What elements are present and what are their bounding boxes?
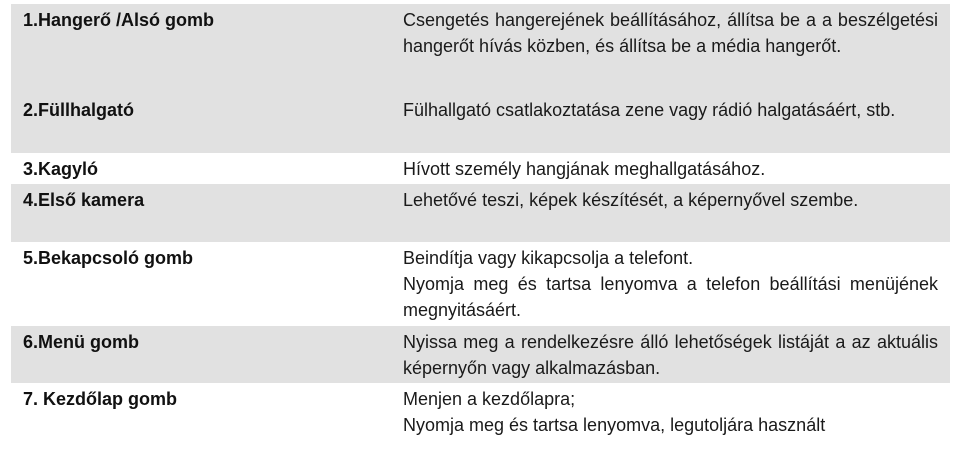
- description-line: Nyomja meg és tartsa lenyomva, legutoljára használt: [403, 415, 826, 435]
- row-label: 2.Füllhalgató: [23, 100, 135, 120]
- description-line: Menjen a kezdőlapra;: [403, 389, 576, 409]
- table-row: [11, 326, 950, 383]
- row-description: [391, 386, 950, 438]
- row-label: 3.Kagyló: [23, 159, 99, 179]
- description-line: Nyomja meg és tartsa lenyomva a telefon beállítási menüjének megnyitásáért.: [403, 274, 938, 320]
- table-row: [11, 153, 950, 184]
- row-description: [391, 187, 950, 213]
- row-description: [391, 329, 950, 381]
- description-line: Fülhallgató csatlakoztatása zene vagy rádió halgatásáért, stb.: [403, 100, 896, 120]
- row-label: 4.Első kamera: [23, 190, 145, 210]
- row-description: [391, 7, 950, 59]
- table-row: [11, 4, 950, 94]
- table-row: [11, 184, 950, 242]
- description-line: Nyissa meg a rendelkezésre álló lehetőségek listáját a az aktuális képernyőn vagy alkalmazásban.: [403, 332, 938, 378]
- table-row: [11, 94, 950, 153]
- table-row: [11, 383, 950, 453]
- row-label: 6.Menü gomb: [23, 332, 139, 352]
- row-description: [391, 245, 950, 323]
- description-line: Beindítja vagy kikapcsolja a telefont.: [403, 248, 694, 268]
- button-description-table: [11, 4, 950, 453]
- description-line: Csengetés hangerejének beállításához, állítsa be a a beszélgetési hangerőt hívás közben, és állítsa be a média hangerőt.: [403, 10, 938, 56]
- description-line: Hívott személy hangjának meghallgatásához.: [403, 159, 766, 179]
- row-description: [391, 97, 950, 123]
- row-description: [391, 156, 950, 182]
- row-label: 5.Bekapcsoló gomb: [23, 248, 194, 268]
- table-row: [11, 242, 950, 326]
- row-label: 1.Hangerő /Alsó gomb: [23, 10, 215, 30]
- row-label: 7. Kezdőlap gomb: [23, 389, 178, 409]
- description-line: Lehetővé teszi, képek készítését, a képernyővel szembe.: [403, 190, 859, 210]
